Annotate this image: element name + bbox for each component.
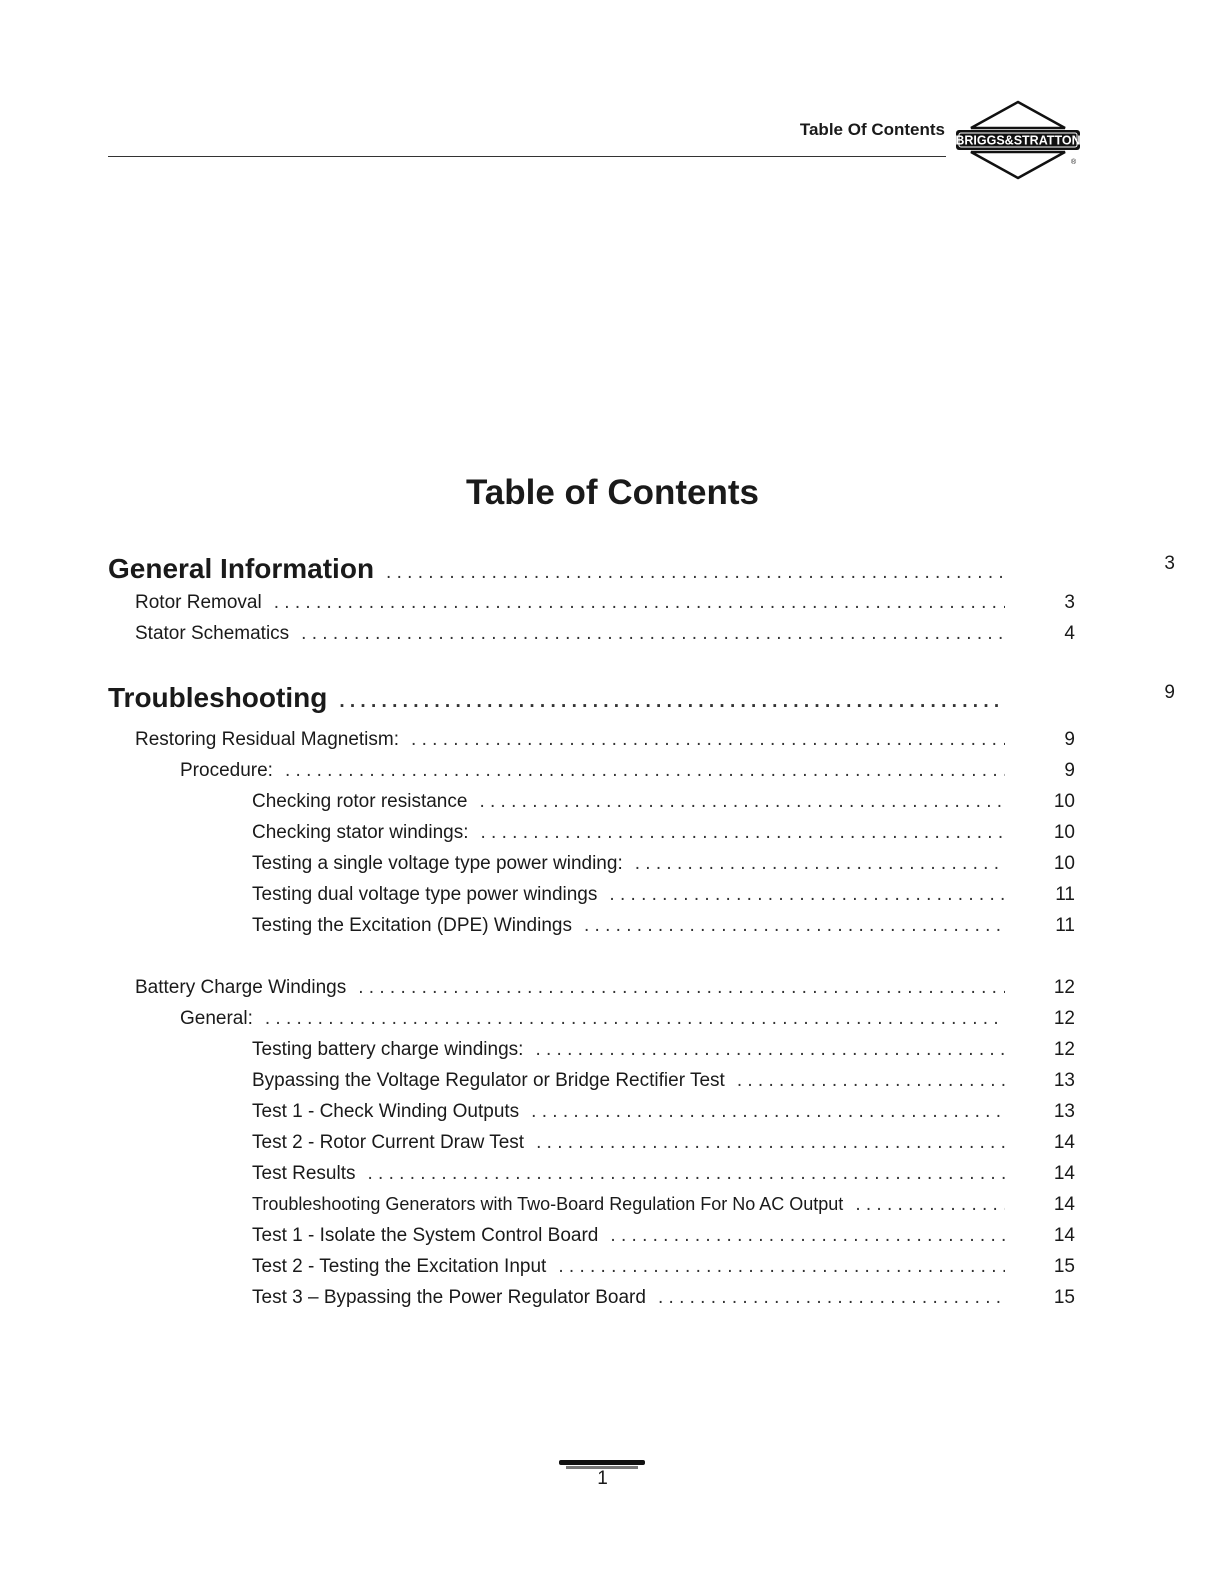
toc-entry[interactable] bbox=[180, 1008, 1075, 1030]
leader-dots bbox=[386, 562, 1005, 584]
toc-entry-label: Restoring Residual Magnetism: bbox=[135, 729, 400, 750]
toc-entry[interactable] bbox=[180, 760, 1075, 782]
leader-dots bbox=[481, 822, 1006, 844]
leader-dots bbox=[411, 729, 1005, 751]
toc-entry-page: 15 bbox=[1053, 1256, 1075, 1277]
toc-entry[interactable] bbox=[252, 822, 1075, 844]
toc-entry[interactable] bbox=[252, 1287, 1075, 1309]
toc-entry-page: 14 bbox=[1053, 1163, 1075, 1184]
toc-entry-page: 12 bbox=[1053, 1008, 1075, 1029]
toc-entry-label: Test Results bbox=[252, 1163, 356, 1184]
toc-entry-label: Battery Charge Windings bbox=[135, 977, 347, 998]
toc-entry-label: Testing dual voltage type power windings bbox=[252, 884, 598, 905]
toc-entry-page: 10 bbox=[1053, 791, 1075, 812]
leader-dots bbox=[479, 791, 1005, 813]
toc-entry[interactable] bbox=[252, 1256, 1075, 1278]
toc-entry[interactable] bbox=[252, 1101, 1075, 1123]
leader-dots bbox=[367, 1163, 1005, 1185]
leader-dots bbox=[274, 592, 1005, 614]
leader-dots bbox=[301, 623, 1005, 645]
toc-entry-troubleshooting[interactable] bbox=[108, 682, 1175, 714]
toc-entry[interactable] bbox=[252, 1194, 1075, 1216]
toc-entry[interactable] bbox=[135, 977, 1075, 999]
toc-entry-label: Test 2 - Rotor Current Draw Test bbox=[252, 1132, 525, 1153]
toc-entry-page: 14 bbox=[1053, 1194, 1075, 1215]
leader-dots bbox=[358, 977, 1005, 999]
leader-dots bbox=[285, 760, 1005, 782]
toc-entry-label: General: bbox=[180, 1008, 253, 1029]
toc-entry-label: Checking stator windings: bbox=[252, 822, 469, 843]
toc-entry-label: Rotor Removal bbox=[135, 592, 262, 613]
toc-entry-page: 3 bbox=[1164, 553, 1175, 574]
toc-entry[interactable] bbox=[252, 915, 1075, 937]
toc-entry-page: 13 bbox=[1053, 1101, 1075, 1122]
logo-text: BRIGGS&STRATTON bbox=[955, 133, 1081, 148]
toc-entry[interactable] bbox=[252, 853, 1075, 875]
registered-mark: ® bbox=[1071, 159, 1077, 166]
page-number: 1 bbox=[597, 1468, 608, 1489]
leader-dots bbox=[339, 691, 1005, 713]
toc-entry-label: Troubleshooting Generators with Two-Board Regulation For No AC Output bbox=[252, 1194, 844, 1214]
leader-dots bbox=[531, 1101, 1005, 1123]
toc-entry[interactable] bbox=[252, 791, 1075, 813]
toc-entry-page: 9 bbox=[1164, 682, 1175, 703]
toc-entry-page: 14 bbox=[1053, 1225, 1075, 1246]
toc-entry-page: 3 bbox=[1064, 592, 1075, 613]
toc-entry-label: Bypassing the Voltage Regulator or Bridge Rectifier Test bbox=[252, 1070, 725, 1091]
leader-dots bbox=[265, 1008, 1005, 1030]
toc-entry[interactable] bbox=[135, 592, 1075, 614]
leader-dots bbox=[536, 1132, 1005, 1154]
leader-dots bbox=[535, 1039, 1005, 1061]
toc-entry-label: Test 2 - Testing the Excitation Input bbox=[252, 1256, 547, 1277]
toc-entry-page: 13 bbox=[1053, 1070, 1075, 1091]
toc-entry-page: 11 bbox=[1055, 915, 1075, 936]
toc-entry-label: General Information bbox=[108, 553, 375, 584]
toc-entry-page: 9 bbox=[1064, 729, 1075, 750]
toc-entry[interactable] bbox=[252, 1039, 1075, 1061]
toc-entry-page: 12 bbox=[1053, 977, 1075, 998]
toc-entry-label: Checking rotor resistance bbox=[252, 791, 468, 812]
toc-entry-label: Procedure: bbox=[180, 760, 273, 781]
running-header-title: Table Of Contents bbox=[799, 120, 945, 139]
toc-entry[interactable] bbox=[135, 729, 1075, 751]
toc-entry-label: Test 3 – Bypassing the Power Regulator Board bbox=[252, 1287, 646, 1308]
toc-entry[interactable] bbox=[252, 1070, 1075, 1092]
toc-entry-label: Troubleshooting bbox=[108, 682, 328, 713]
toc-entry-page: 10 bbox=[1053, 822, 1075, 843]
toc-entry-label: Testing a single voltage type power winding: bbox=[252, 853, 623, 874]
toc-entry-label: Testing the Excitation (DPE) Windings bbox=[252, 915, 572, 936]
toc-entry[interactable] bbox=[135, 623, 1075, 645]
toc-entry-page: 15 bbox=[1053, 1287, 1075, 1308]
toc-entry-page: 11 bbox=[1055, 884, 1075, 905]
toc-entry[interactable] bbox=[252, 1163, 1075, 1185]
toc-entry-label: Test 1 - Check Winding Outputs bbox=[252, 1101, 520, 1122]
toc-entry-page: 12 bbox=[1053, 1039, 1075, 1060]
page-title: Table of Contents bbox=[466, 473, 759, 512]
toc-entry[interactable] bbox=[252, 1132, 1075, 1154]
toc-entry-page: 4 bbox=[1064, 623, 1075, 644]
toc-entry[interactable] bbox=[252, 1225, 1075, 1247]
toc-entry-general-information[interactable] bbox=[108, 553, 1175, 585]
toc-entry[interactable] bbox=[252, 884, 1075, 906]
toc-entry-label: Stator Schematics bbox=[135, 623, 290, 644]
toc-entry-label: Testing battery charge windings: bbox=[252, 1039, 524, 1060]
leader-dots bbox=[558, 1256, 1005, 1278]
toc-entry-page: 9 bbox=[1064, 760, 1075, 781]
footer-bar bbox=[559, 1460, 645, 1465]
toc-entry-page: 14 bbox=[1053, 1132, 1075, 1153]
toc-entry-label: Test 1 - Isolate the System Control Board bbox=[252, 1225, 599, 1246]
toc-entry-page: 10 bbox=[1053, 853, 1075, 874]
